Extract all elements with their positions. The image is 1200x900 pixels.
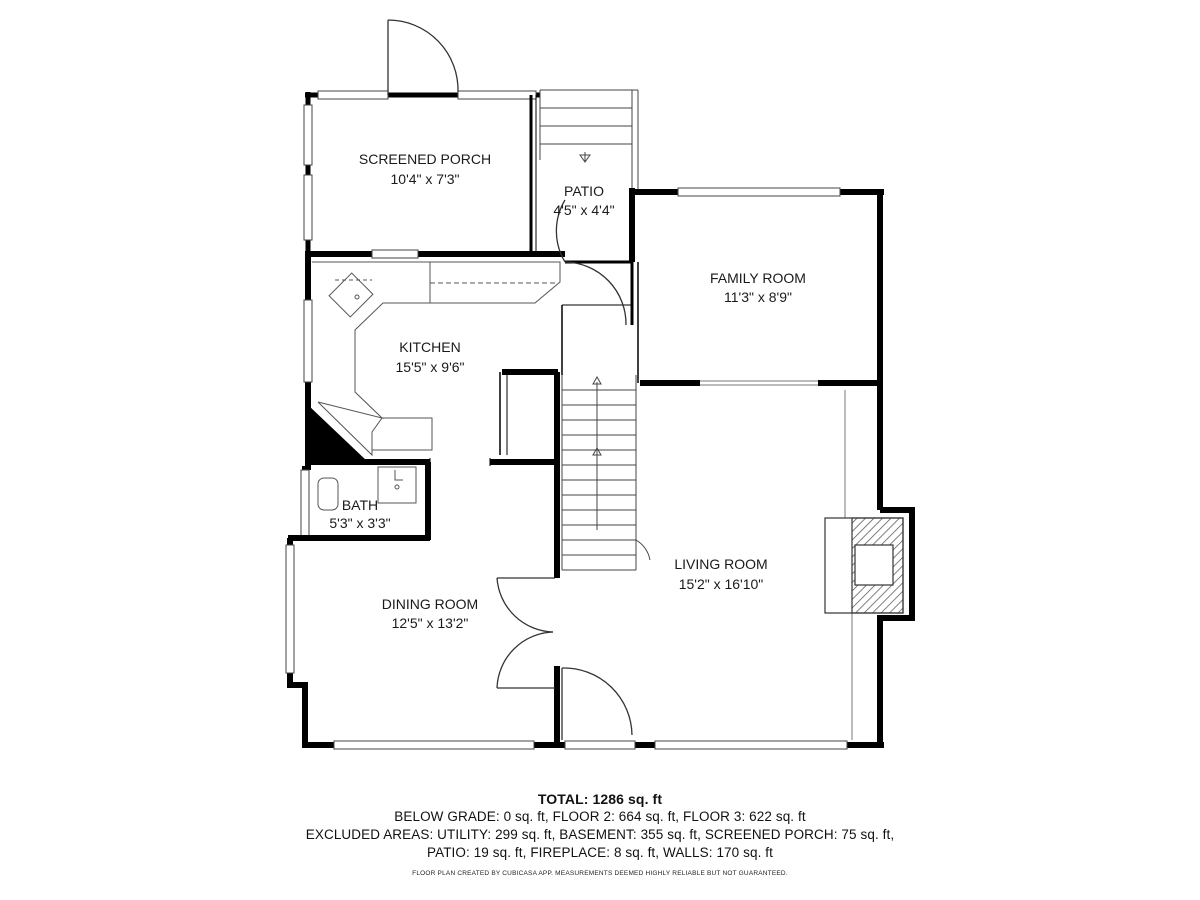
living-room-door [562,668,632,740]
room-dining-room-label [382,596,478,631]
svg-text:12'5" x 13'2": 12'5" x 13'2" [391,615,469,631]
svg-text:15'5" x 9'6": 15'5" x 9'6" [395,359,465,375]
svg-text:KITCHEN: KITCHEN [399,339,461,355]
family-room-walls [632,188,884,510]
credit-note: FLOOR PLAN CREATED BY CUBICASA APP. MEASUREMENTS DEEMED HIGHLY RELIABLE BUT NOT GUARANTEED. [412,870,788,877]
svg-text:10'4" x 7'3": 10'4" x 7'3" [390,171,460,187]
svg-text:LIVING ROOM: LIVING ROOM [674,556,768,572]
svg-text:DINING ROOM: DINING ROOM [381,596,479,612]
svg-text:5'3" x 3'3": 5'3" x 3'3" [329,515,391,531]
summary-line-3: PATIO: 19 sq. ft, FIREPLACE: 8 sq. ft, WALLS: 170 sq. ft [427,845,773,860]
total-area: TOTAL: 1286 sq. ft [537,791,663,807]
room-family-room-label [710,270,806,305]
main-stairs [562,375,650,570]
porch-door [388,20,458,95]
svg-text:15'2" x 16'10": 15'2" x 16'10" [678,576,764,592]
room-screened-porch-label [359,151,491,187]
svg-text:FAMILY ROOM: FAMILY ROOM [710,270,806,286]
patio-stairs [540,90,638,195]
svg-text:11'3" x 8'9": 11'3" x 8'9" [724,289,792,305]
fireplace [825,518,903,613]
summary-line-2: EXCLUDED AREAS: UTILITY: 299 sq. ft, BASEMENT: 355 sq. ft, SCREENED PORCH: 75 sq. ft, [305,827,895,842]
interior-walls [308,372,561,745]
dining-room-doors [497,578,555,688]
dining-room-walls [286,538,557,749]
kitchen-walls [304,188,632,470]
room-bath-label [329,497,390,531]
svg-text:4'5" x 4'4": 4'5" x 4'4" [553,202,615,218]
area-summary [0,790,1200,862]
summary-line-1: BELOW GRADE: 0 sq. ft, FLOOR 2: 664 sq. ft, FLOOR 3: 622 sq. ft [394,809,806,824]
room-living-room-label [674,556,767,592]
kitchen-dark-corner [308,405,368,462]
svg-text:SCREENED PORCH: SCREENED PORCH [358,151,492,167]
svg-text:PATIO: PATIO [564,183,604,199]
svg-text:BATH: BATH [341,497,379,513]
room-kitchen-label [396,339,465,375]
room-patio-label [553,183,614,218]
